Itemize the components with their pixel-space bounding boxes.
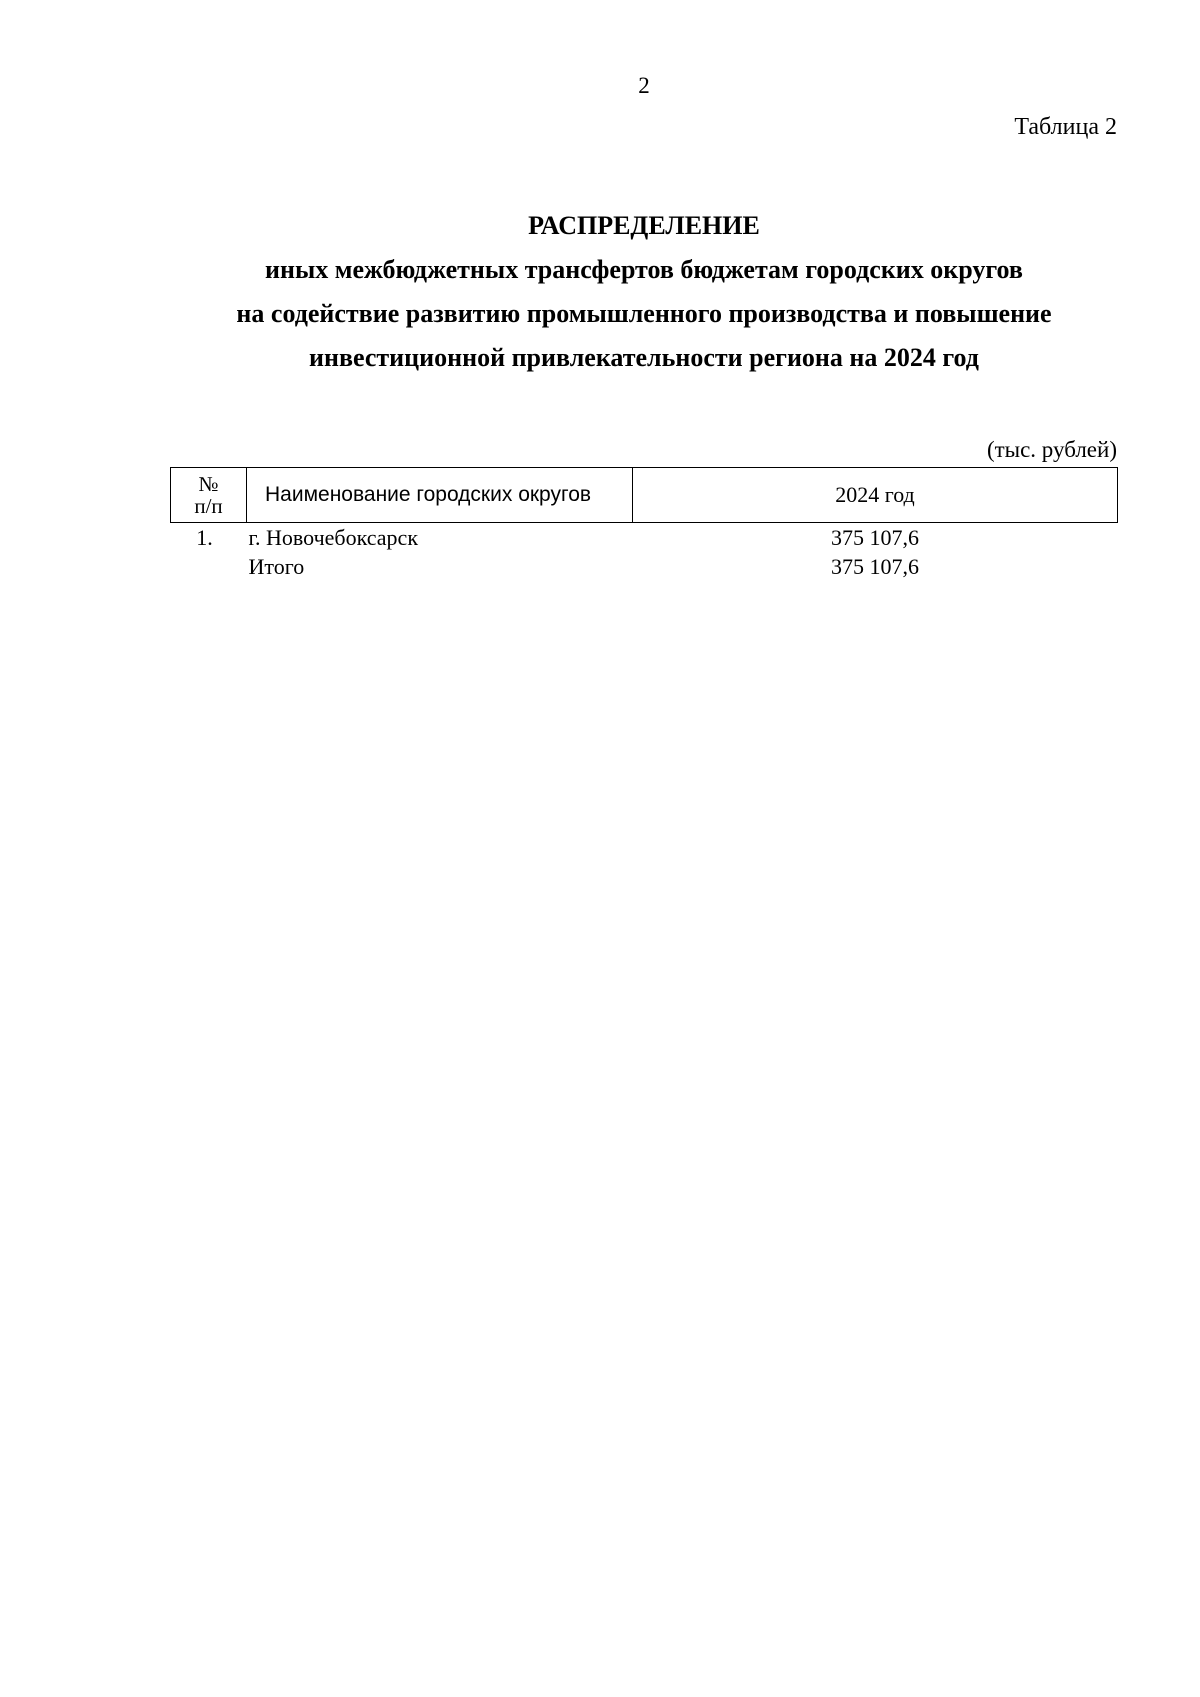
table-row [171, 523, 1118, 553]
header-district-name: Наименование городских округов [247, 468, 633, 523]
total-row [171, 552, 1118, 581]
page-number: 2 [638, 73, 650, 98]
header-number-symbol: № [198, 472, 219, 496]
title-subtitle-line-3: инвестиционной привлекательности региона на 2024 год [309, 343, 979, 372]
row-amount: 375 107,6 [831, 525, 919, 550]
total-label: Итого [248, 554, 305, 579]
row-number: 1. [196, 525, 213, 550]
total-number [171, 552, 247, 581]
title-subtitle-line-1: иных межбюджетных трансфертов бюджетам городских округов [265, 255, 1023, 284]
table-label: Таблица 2 [1014, 114, 1117, 140]
title-heading: РАСПРЕДЕЛЕНИЕ [528, 211, 760, 240]
distribution-table [170, 467, 1118, 581]
row-district-name: г. Новочебоксарск [248, 525, 419, 550]
header-number-abbrev: п/п [194, 494, 223, 518]
header-year: 2024 год [633, 468, 1118, 523]
title-subtitle-line-2: на содействие развитию промышленного производства и повышение [236, 299, 1052, 328]
header-number [171, 468, 247, 523]
table-header-row [171, 468, 1118, 523]
document-title [150, 204, 1138, 380]
total-amount: 375 107,6 [831, 554, 919, 579]
units-label: (тыс. рублей) [986, 437, 1117, 462]
